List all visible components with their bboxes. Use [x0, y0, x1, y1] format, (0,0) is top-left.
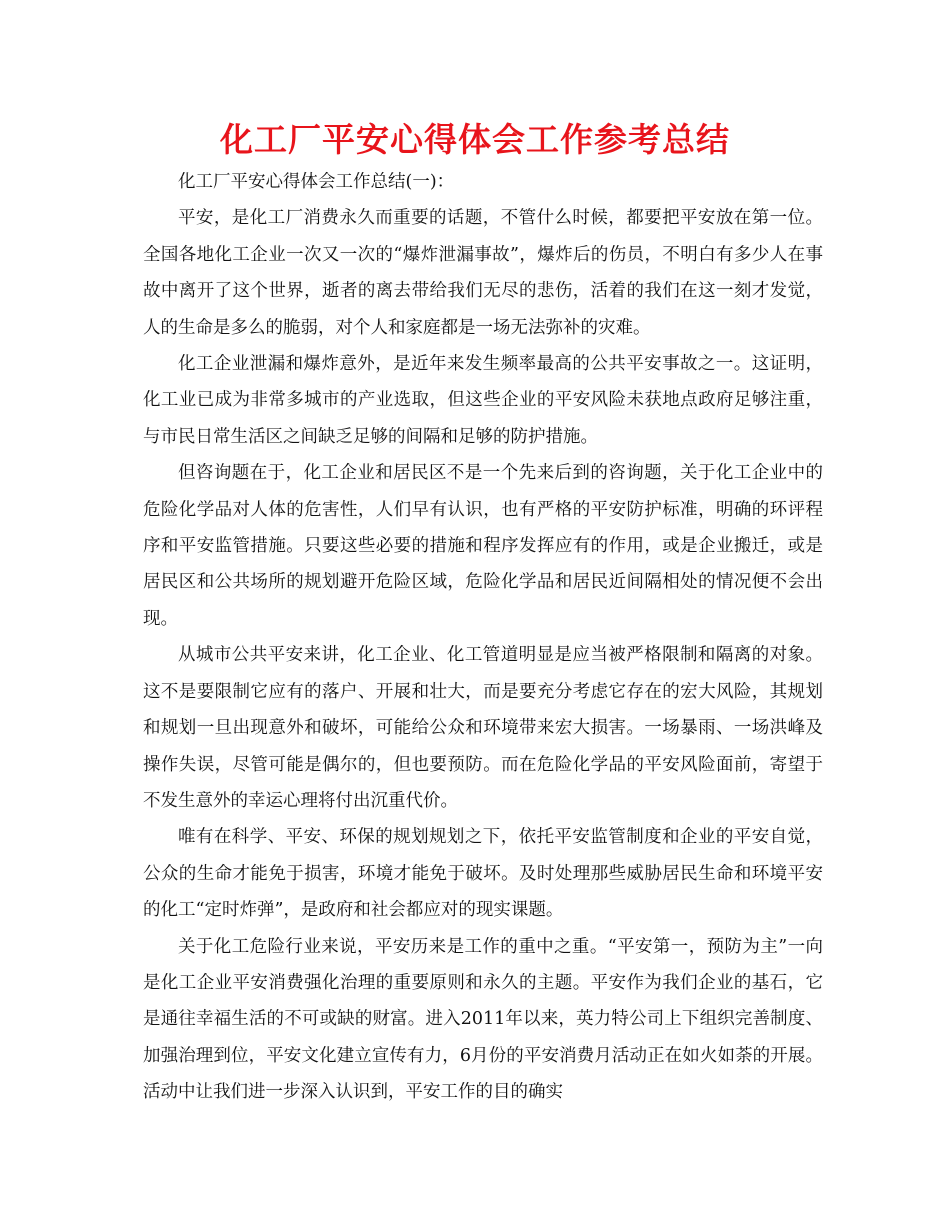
paragraph-subtitle: 化工厂平安心得体会工作总结(一)：: [178, 172, 455, 192]
paragraph: 关于化工危险行业来说，平安历来是工作的重中之重。“平安第一，预防为主”一向是化工企业平安消费强化治理的重要原则和永久的主题。平安作为我们企业的基石，它是通往幸福生活的不可或缺的财富。进入2011年以来，英力特公司上下组织完善制度、加强治理到位，平安文化建立宣传有力，6月份的平安消费月活动正在如火如荼的开展。活动中让我们进一步深入认识到，平安工作的目的确实: [143, 936, 823, 1103]
paragraph: 但咨询题在于，化工企业和居民区不是一个先来后到的咨询题，关于化工企业中的危险化学品对人体的危害性，人们早有认识，也有严格的平安防护标准，明确的环评程序和平安监管措施。只要这些必要的措施和程序发挥应有的作用，或是企业搬迁，或是居民区和公共场所的规划避开危险区域，危险化学品和居民近间隔相处的情况便不会出现。: [143, 463, 823, 629]
document-body: [143, 164, 823, 1111]
paragraph: 化工企业泄漏和爆炸意外，是近年来发生频率最高的公共平安事故之一。这证明，化工业已成为非常多城市的产业选取，但这些企业的平安风险未获地点政府足够注重，与市民日常生活区之间缺乏足够的间隔和足够的防护措施。: [143, 354, 823, 447]
document-title: 化工厂平安心得体会工作参考总结: [220, 120, 730, 159]
paragraph: 平安，是化工厂消费永久而重要的话题，不管什么时候，都要把平安放在第一位。全国各地化工企业一次又一次的“爆炸泄漏事故”，爆炸后的伤员，不明白有多少人在事故中离开了这个世界，逝者的离去带给我们无尽的悲伤，活着的我们在这一刻才发觉，人的生命是多么的脆弱，对个人和家庭都是一场无法弥补的灾难。: [143, 208, 823, 338]
paragraph: 唯有在科学、平安、环保的规划规划之下，依托平安监管制度和企业的平安自觉，公众的生命才能免于损害，环境才能免于破坏。及时处理那些威胁居民生命和环境平安的化工“定时炸弹”，是政府和社会都应对的现实课题。: [143, 827, 823, 921]
paragraph: 从城市公共平安来讲，化工企业、化工管道明显是应当被严格限制和隔离的对象。这不是要限制它应有的落户、开展和壮大，而是要充分考虑它存在的宏大风险，其规划和规划一旦出现意外和破坏，可能给公众和环境带来宏大损害。一场暴雨、一场洪峰及操作失误，尽管可能是偶尔的，但也要预防。而在危险化学品的平安风险面前，寄望于不发生意外的幸运心理将付出沉重代价。: [143, 645, 823, 811]
